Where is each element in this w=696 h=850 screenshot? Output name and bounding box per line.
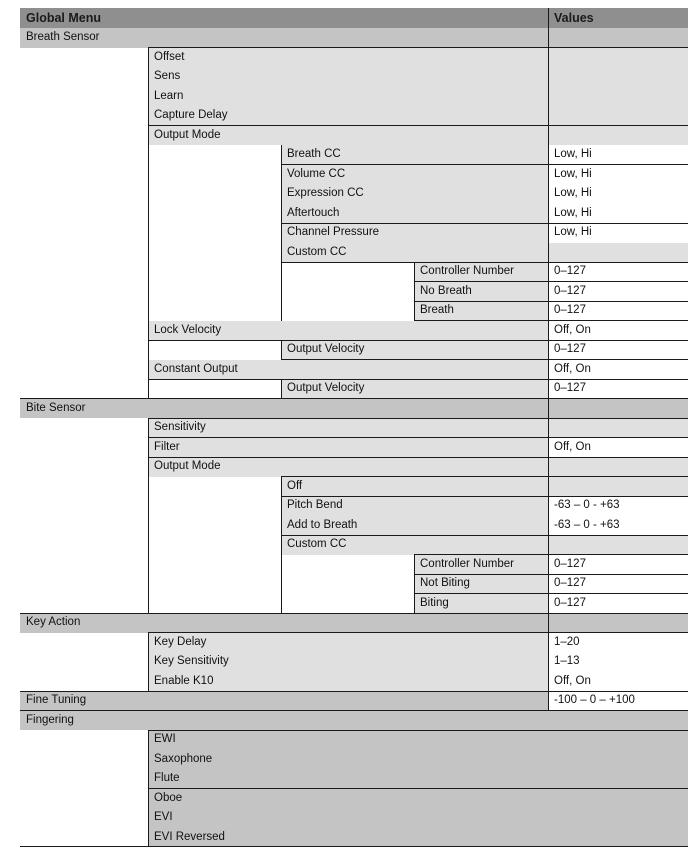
row-divider bbox=[148, 632, 688, 633]
breath-custom-cc-label: Custom CC bbox=[281, 243, 688, 263]
channel-pressure-value: Low, Hi bbox=[548, 223, 688, 243]
row-divider bbox=[281, 359, 688, 360]
add-to-breath-label: Add to Breath bbox=[281, 516, 548, 536]
pitch-bend-label: Pitch Bend bbox=[281, 496, 548, 516]
bite-off-label: Off bbox=[281, 477, 688, 497]
indent-divider bbox=[148, 418, 149, 613]
sens-label: Sens bbox=[148, 67, 688, 87]
biting-value: 0–127 bbox=[548, 594, 688, 614]
header-values: Values bbox=[548, 8, 688, 28]
row-divider bbox=[414, 593, 688, 594]
row-divider bbox=[414, 320, 688, 321]
no-breath-value: 0–127 bbox=[548, 282, 688, 302]
bite-filter-label: Filter bbox=[148, 438, 548, 458]
row-divider bbox=[281, 496, 688, 497]
lock-velocity-label: Lock Velocity bbox=[148, 321, 548, 341]
key-delay-value: 1–20 bbox=[548, 633, 688, 653]
breath-sensor-label: Breath Sensor bbox=[20, 28, 688, 48]
fingering-flute-label: Flute bbox=[148, 769, 688, 789]
breath-label: Breath bbox=[414, 301, 548, 321]
row-divider bbox=[281, 535, 688, 536]
global-menu-table bbox=[20, 8, 688, 844]
volume-cc-label: Volume CC bbox=[281, 165, 548, 185]
add-to-breath-value: -63 – 0 - +63 bbox=[548, 516, 688, 536]
volume-cc-value: Low, Hi bbox=[548, 165, 688, 185]
fine-tuning-value: -100 – 0 – +100 bbox=[548, 691, 688, 711]
values-column-divider bbox=[548, 8, 549, 711]
aftertouch-value: Low, Hi bbox=[548, 204, 688, 224]
row-divider bbox=[20, 846, 688, 847]
key-sensitivity-label: Key Sensitivity bbox=[148, 652, 548, 672]
pitch-bend-value: -63 – 0 - +63 bbox=[548, 496, 688, 516]
bite-output-mode-label: Output Mode bbox=[148, 457, 688, 477]
indent-divider bbox=[281, 340, 282, 360]
row-divider bbox=[414, 281, 688, 282]
bite-sensitivity-label: Sensitivity bbox=[148, 418, 688, 438]
indent-divider bbox=[281, 145, 282, 321]
row-divider bbox=[281, 262, 688, 263]
breath-controller-number-value: 0–127 bbox=[548, 262, 688, 282]
constant-output-velocity-label: Output Velocity bbox=[281, 379, 548, 399]
lock-output-velocity-label: Output Velocity bbox=[281, 340, 548, 360]
constant-output-velocity-value: 0–127 bbox=[548, 379, 688, 399]
enable-k10-value: Off, On bbox=[548, 672, 688, 692]
lock-velocity-value: Off, On bbox=[548, 321, 688, 341]
header-global-menu: Global Menu bbox=[20, 8, 548, 28]
expression-cc-value: Low, Hi bbox=[548, 184, 688, 204]
expression-cc-label: Expression CC bbox=[281, 184, 548, 204]
row-divider bbox=[148, 379, 688, 380]
aftertouch-label: Aftertouch bbox=[281, 204, 548, 224]
not-biting-label: Not Biting bbox=[414, 574, 548, 594]
row-divider bbox=[281, 164, 688, 165]
breath-cc-label: Breath CC bbox=[281, 145, 548, 165]
row-divider bbox=[281, 223, 688, 224]
bite-filter-value: Off, On bbox=[548, 438, 688, 458]
indent-divider bbox=[414, 555, 415, 614]
biting-label: Biting bbox=[414, 594, 548, 614]
row-divider bbox=[148, 730, 688, 731]
not-biting-value: 0–127 bbox=[548, 574, 688, 594]
enable-k10-label: Enable K10 bbox=[148, 672, 548, 692]
constant-output-label: Constant Output bbox=[148, 360, 548, 380]
bite-custom-cc-label: Custom CC bbox=[281, 535, 688, 555]
learn-label: Learn bbox=[148, 87, 688, 107]
row-divider bbox=[148, 125, 688, 126]
row-divider bbox=[281, 476, 688, 477]
row-divider bbox=[148, 340, 688, 341]
indent-divider bbox=[414, 262, 415, 321]
breath-output-mode-label: Output Mode bbox=[148, 126, 688, 146]
fingering-oboe-label: Oboe bbox=[148, 789, 688, 809]
row-divider bbox=[148, 437, 688, 438]
offset-label: Offset bbox=[148, 48, 688, 68]
row-divider bbox=[148, 418, 688, 419]
fingering-evi-reversed-label: EVI Reversed bbox=[148, 828, 688, 848]
no-breath-label: No Breath bbox=[414, 282, 548, 302]
fine-tuning-label: Fine Tuning bbox=[20, 691, 548, 711]
bite-controller-number-label: Controller Number bbox=[414, 555, 548, 575]
row-divider bbox=[20, 710, 688, 711]
row-divider bbox=[20, 691, 688, 692]
bite-sensor-label: Bite Sensor bbox=[20, 399, 688, 419]
row-divider bbox=[414, 574, 688, 575]
row-divider bbox=[20, 613, 688, 614]
capture-delay-label: Capture Delay bbox=[148, 106, 688, 126]
fingering-ewi-label: EWI bbox=[148, 730, 688, 750]
row-divider bbox=[148, 47, 688, 48]
fingering-evi-label: EVI bbox=[148, 808, 688, 828]
breath-cc-value: Low, Hi bbox=[548, 145, 688, 165]
bite-controller-number-value: 0–127 bbox=[548, 555, 688, 575]
breath-value: 0–127 bbox=[548, 301, 688, 321]
fingering-saxophone-label: Saxophone bbox=[148, 750, 688, 770]
indent-divider bbox=[148, 48, 149, 399]
row-divider bbox=[414, 554, 688, 555]
key-delay-label: Key Delay bbox=[148, 633, 548, 653]
lock-output-velocity-value: 0–127 bbox=[548, 340, 688, 360]
indent-divider bbox=[148, 730, 149, 847]
indent-divider bbox=[281, 477, 282, 614]
row-divider bbox=[414, 301, 688, 302]
key-sensitivity-value: 1–13 bbox=[548, 652, 688, 672]
breath-controller-number-label: Controller Number bbox=[414, 262, 548, 282]
row-divider bbox=[20, 398, 688, 399]
row-divider bbox=[148, 457, 688, 458]
channel-pressure-label: Channel Pressure bbox=[281, 223, 548, 243]
constant-output-value: Off, On bbox=[548, 360, 688, 380]
fingering-label: Fingering bbox=[20, 711, 688, 731]
row-divider bbox=[148, 788, 688, 789]
indent-divider bbox=[281, 379, 282, 399]
indent-divider bbox=[148, 633, 149, 692]
key-action-label: Key Action bbox=[20, 613, 688, 633]
